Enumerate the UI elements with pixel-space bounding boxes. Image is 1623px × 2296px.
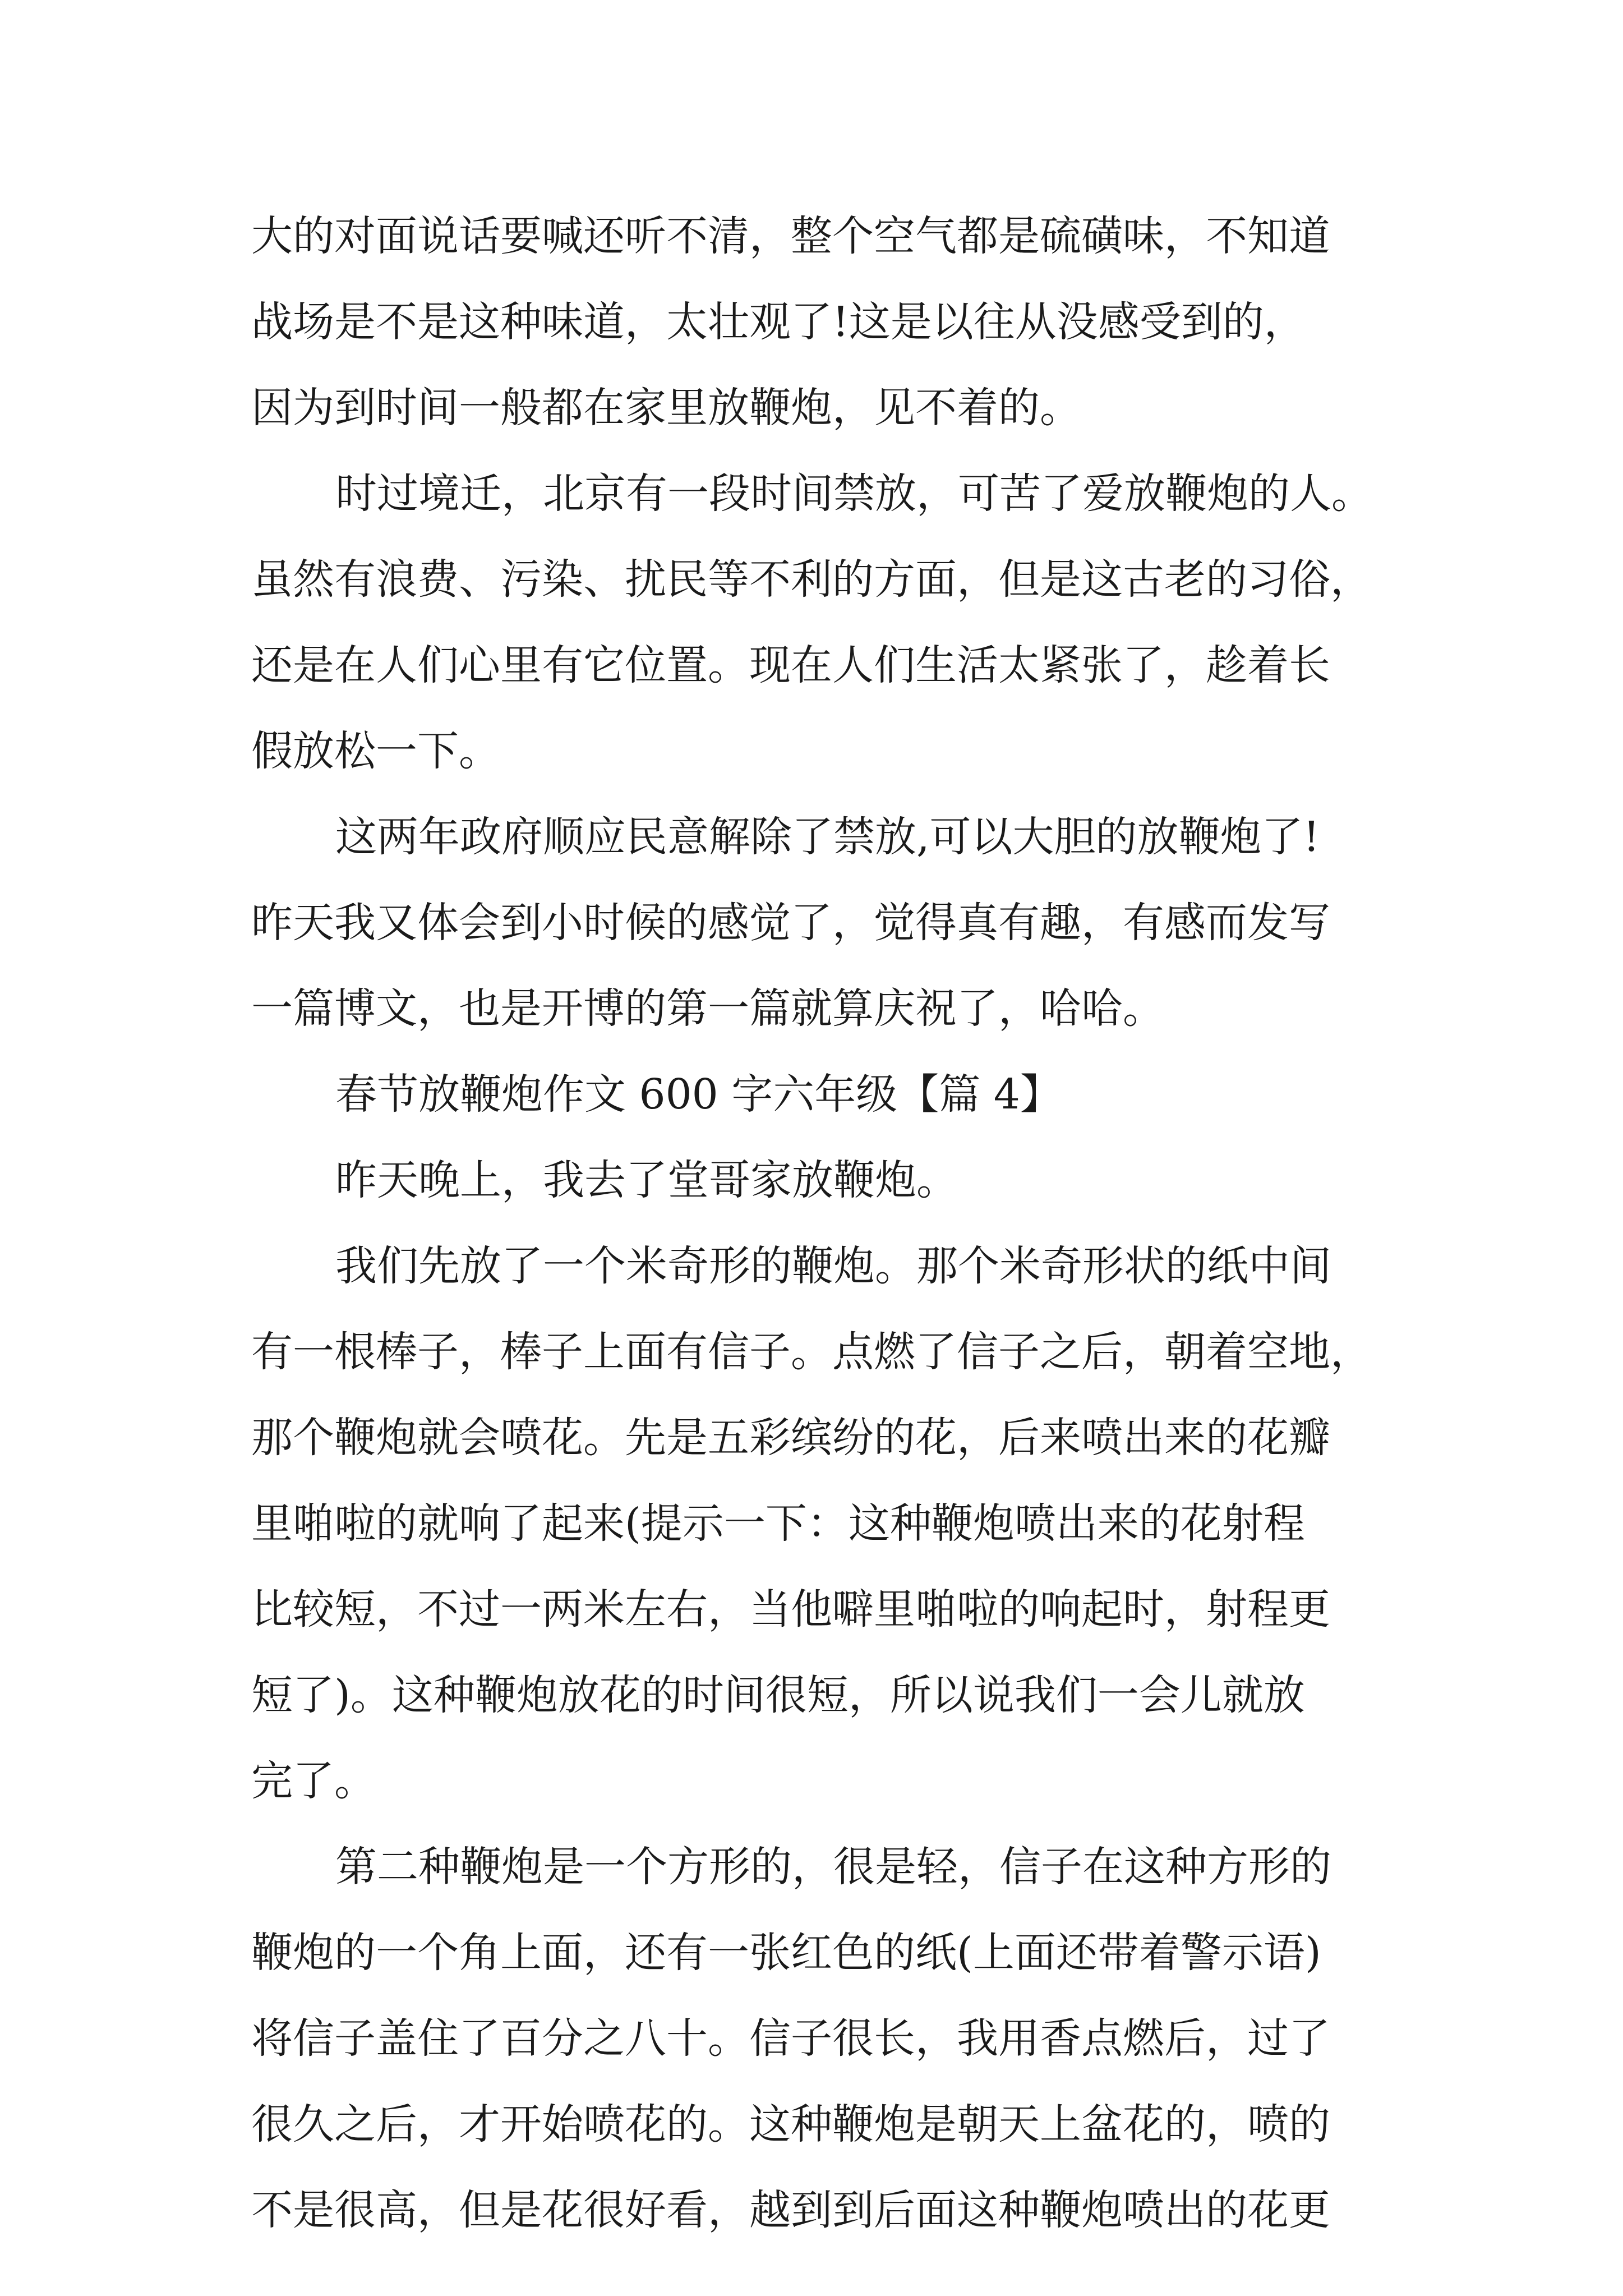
text-line: 这两年政府顺应民意解除了禁放,可以大胆的放鞭炮了! xyxy=(335,813,1320,861)
text-line: 完了。 xyxy=(251,1757,376,1805)
text-line: 战场是不是这种味道，太壮观了!这是以往从没感受到的， xyxy=(251,298,1306,346)
text-line: 很久之后，才开始喷花的。这种鞭炮是朝天上盆花的，喷的 xyxy=(251,2100,1330,2148)
text-line: 大的对面说话要喊还听不清，整个空气都是硫磺味，不知道 xyxy=(251,212,1330,260)
text-line: 假放松一下。 xyxy=(251,727,500,775)
text-line: 一篇博文，也是开博的第一篇就算庆祝了，哈哈。 xyxy=(251,984,1164,1033)
text-line: 虽然有浪费、污染、扰民等不利的方面，但是这古老的习俗， xyxy=(251,555,1372,604)
text-line: 短了)。这种鞭炮放花的时间很短，所以说我们一会儿就放 xyxy=(251,1671,1305,1719)
text-line: 有一根棒子，棒子上面有信子。点燃了信子之后，朝着空地， xyxy=(251,1328,1372,1376)
text-line: 昨天晚上，我去了堂哥家放鞭炮。 xyxy=(335,1156,958,1204)
text-line: 昨天我又体会到小时候的感觉了，觉得真有趣，有感而发写 xyxy=(251,899,1330,947)
text-line: 那个鞭炮就会喷花。先是五彩缤纷的花，后来喷出来的花瓣 xyxy=(251,1414,1330,1462)
text-line: 比较短，不过一两米左右，当他噼里啪啦的响起时，射程更 xyxy=(251,1585,1330,1634)
document-page xyxy=(251,194,1390,2253)
section-heading: 春节放鞭炮作文 600 字六年级【篇 4】 xyxy=(335,1070,1062,1119)
text-line: 鞭炮的一个角上面，还有一张红色的纸(上面还带着警示语) xyxy=(251,1929,1321,1977)
text-line: 我们先放了一个米奇形的鞭炮。那个米奇形状的纸中间 xyxy=(335,1242,1331,1290)
text-line: 将信子盖住了百分之八十。信子很长，我用香点燃后，过了 xyxy=(251,2014,1330,2063)
text-line: 因为到时间一般都在家里放鞭炮，见不着的。 xyxy=(251,384,1081,432)
text-line: 里啪啦的就响了起来(提示一下：这种鞭炮喷出来的花射程 xyxy=(251,1499,1305,1548)
text-line: 还是在人们心里有它位置。现在人们生活太紧张了，趁着长 xyxy=(251,641,1330,689)
text-line: 时过境迁，北京有一段时间禁放，可苦了爱放鞭炮的人。 xyxy=(335,470,1373,518)
text-line: 第二种鞭炮是一个方形的，很是轻，信子在这种方形的 xyxy=(335,1843,1331,1891)
text-line: 不是很高，但是花很好看，越到到后面这种鞭炮喷出的花更 xyxy=(251,2186,1330,2234)
